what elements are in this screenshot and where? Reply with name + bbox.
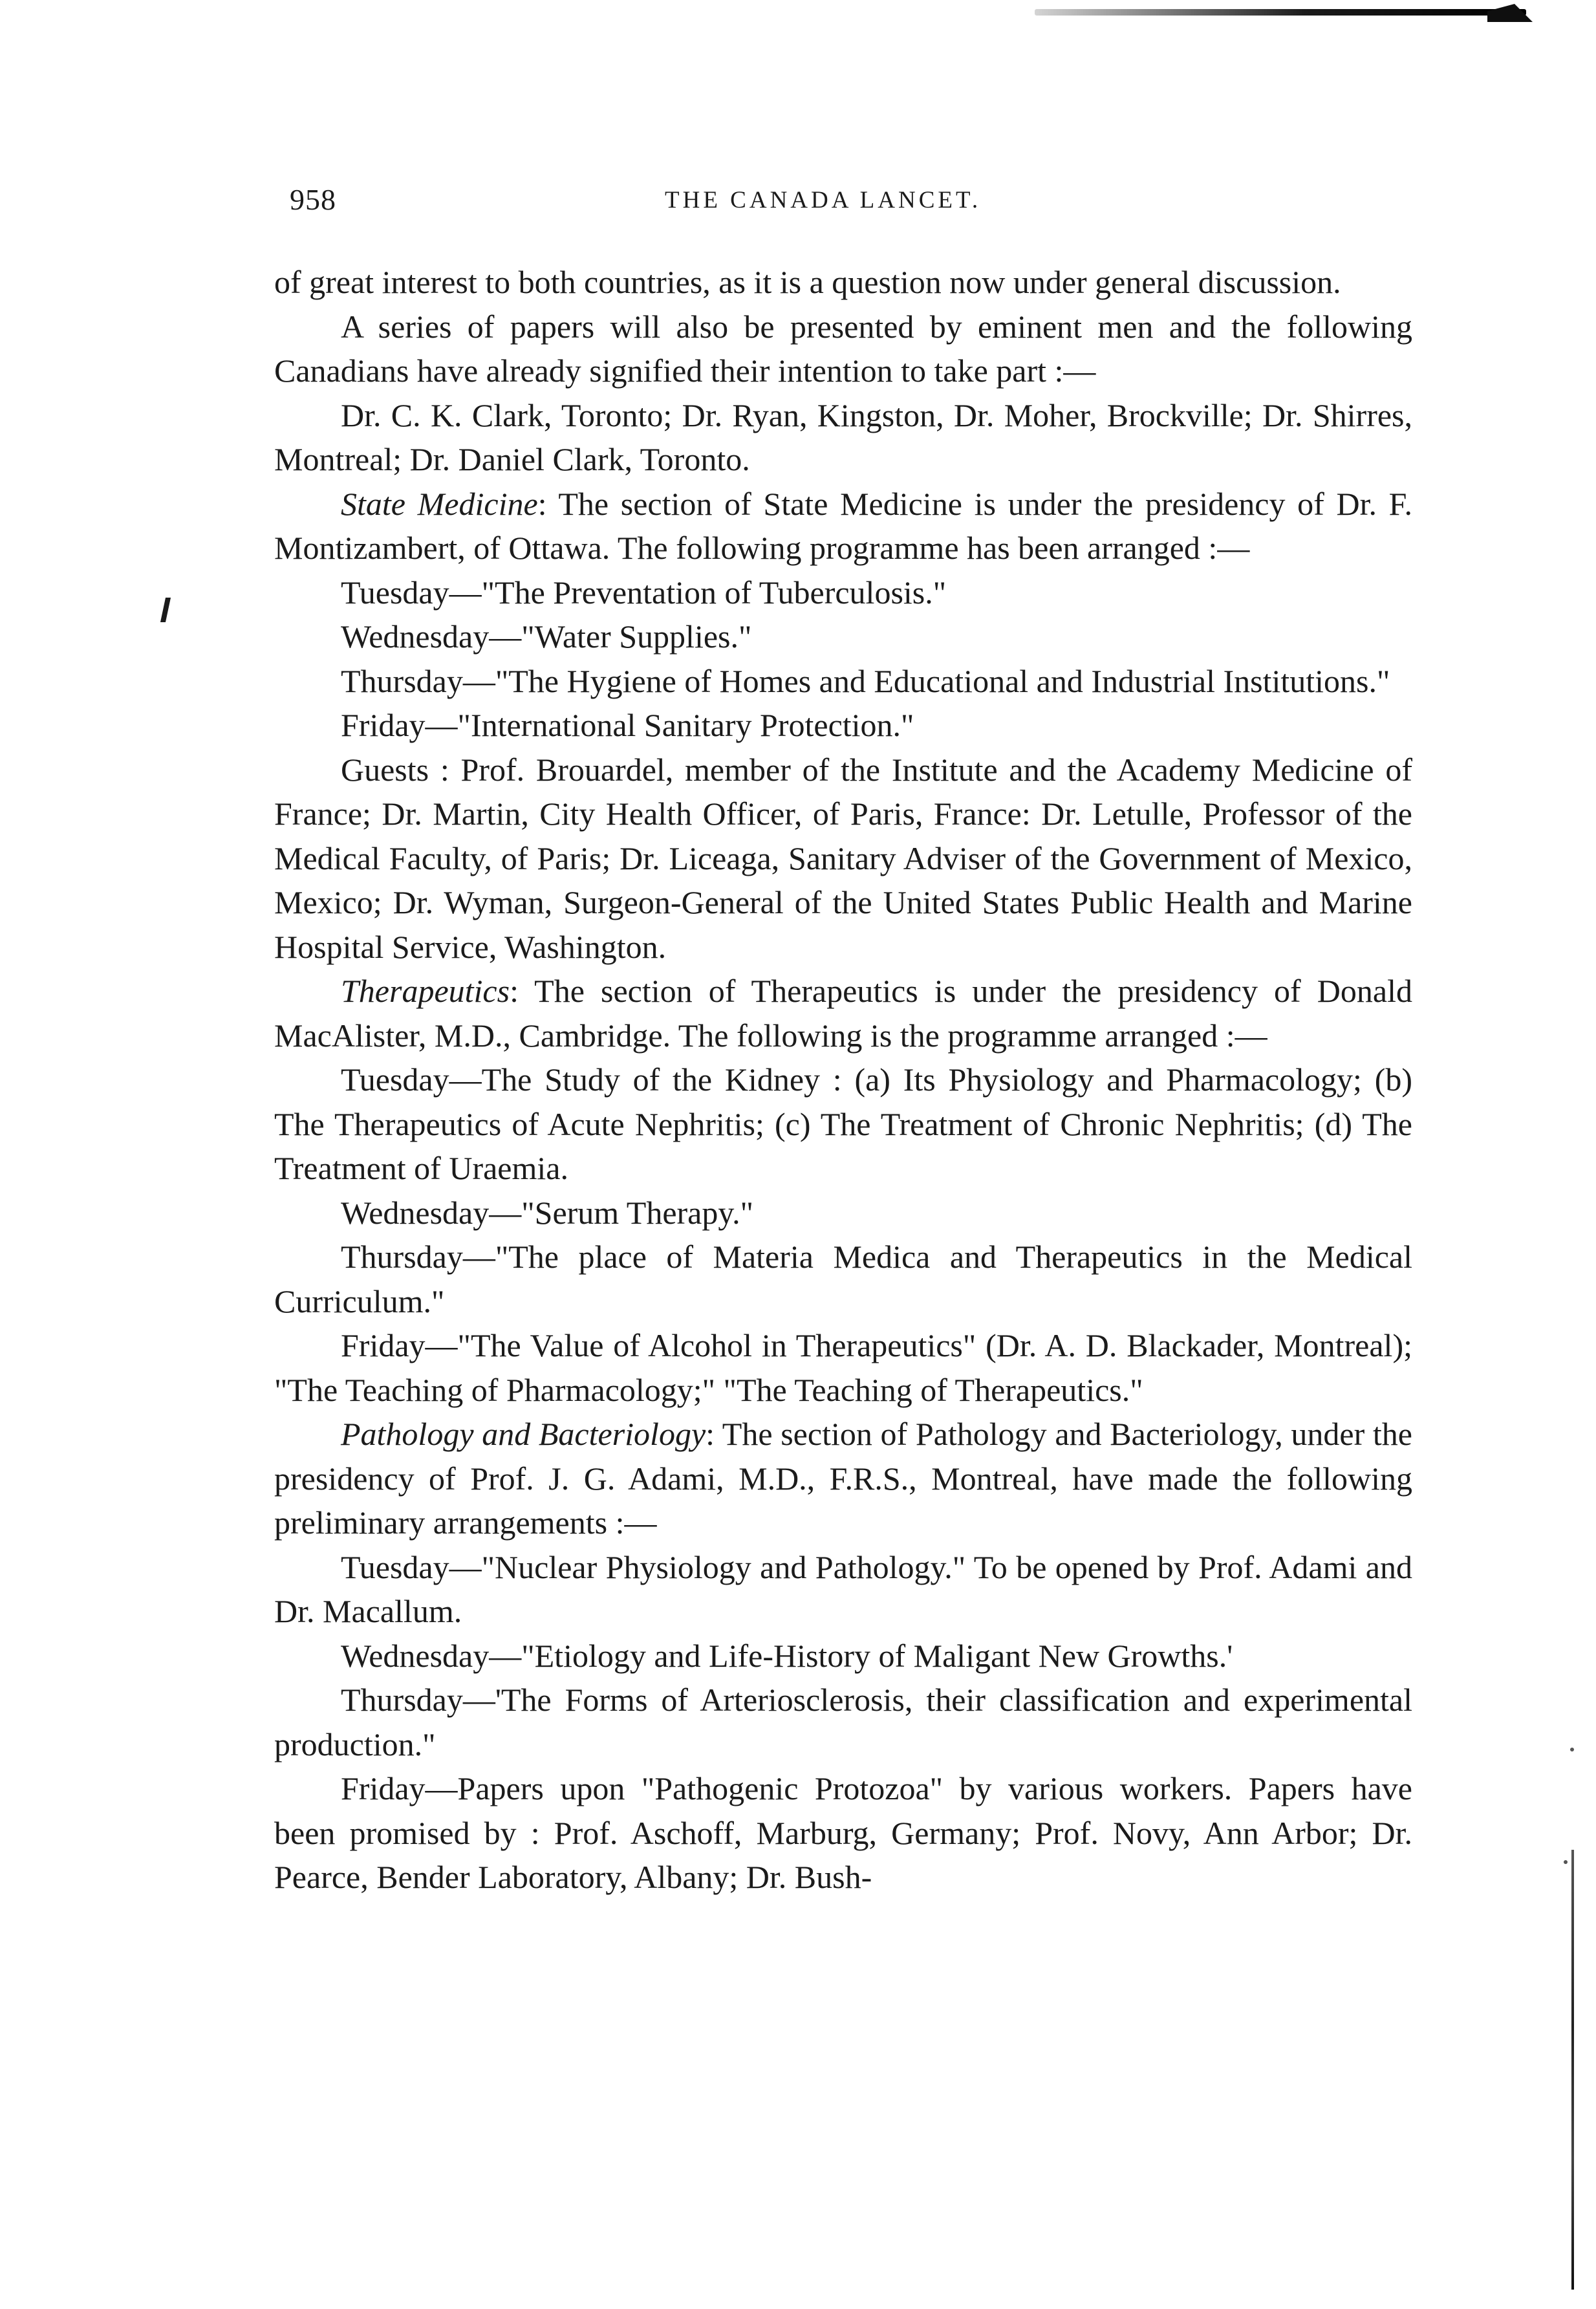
programme-wednesday-therapeutics: Wednesday—"Serum Therapy." bbox=[341, 1194, 754, 1231]
programme-friday-state-medicine: Friday—"International Sanitary Protection." bbox=[341, 707, 914, 743]
paragraph-canadian-participants: Dr. C. K. Clark, Toronto; Dr. Ryan, Kingston, Dr. Moher, Brockville; Dr. Shirres, Montreal; Dr. Daniel Clark, Toronto. bbox=[274, 396, 1412, 477]
page-header bbox=[290, 182, 1415, 228]
programme-tuesday-therapeutics: Tuesday—The Study of the Kidney : (a) Its Physiology and Pharmacology; (b) The Therapeutics of Acute Nephritis; (c) The Treatment of Chronic Nephritis; (d) The Treatment of Uraemia. bbox=[274, 1061, 1412, 1186]
margin-stray-mark bbox=[160, 598, 171, 622]
programme-tuesday-pathology: Tuesday—"Nuclear Physiology and Pathology." To be opened by Prof. Adami and Dr. Macallum. bbox=[274, 1548, 1412, 1629]
section-title-state-medicine: State Medicine bbox=[341, 485, 538, 522]
paragraph-pathology-bacteriology: Pathology and Bacteriology: The section of Pathology and Bacteriology, under the presidency of Prof. J. G. Adami, M.D., F.R.S., Montreal, have made the following preliminary arrangements :— bbox=[274, 1416, 1412, 1541]
programme-thursday-therapeutics: Thursday—"The place of Materia Medica and Therapeutics in the Medical Curriculum." bbox=[274, 1239, 1412, 1319]
article-body bbox=[274, 260, 1412, 1900]
section-title-pathology-bacteriology: Pathology and Bacteriology bbox=[341, 1416, 706, 1452]
paragraph-guests: Guests : Prof. Brouardel, member of the Institute and the Academy Medicine of France; Dr. Martin, City Health Officer, of Paris, France: Dr. Letulle, Professor of the Medical Faculty, of Paris; Dr. Liceaga, Sanitary Adviser of the Government of Mexico, Mexico; Dr. Wyman, Surgeon-General of the United States Public Health and Marine Hospital Service, Washington. bbox=[274, 751, 1412, 965]
page-number: 958 bbox=[290, 183, 336, 216]
programme-friday-therapeutics: Friday—"The Value of Alcohol in Therapeutics" (Dr. A. D. Blackader, Montreal); "The Teaching of Pharmacology;" "The Teaching of Therapeutics." bbox=[274, 1327, 1412, 1408]
programme-tuesday-state-medicine: Tuesday—"The Preventation of Tuberculosis." bbox=[341, 574, 947, 611]
programme-wednesday-state-medicine: Wednesday—"Water Supplies." bbox=[341, 618, 752, 655]
programme-thursday-pathology: Thursday—'The Forms of Arteriosclerosis, their classification and experimental production." bbox=[274, 1682, 1412, 1762]
page-edge-line bbox=[1571, 1850, 1574, 2290]
paragraph-state-medicine: State Medicine: The section of State Medicine is under the presidency of Dr. F. Montizambert, of Ottawa. The following programme has been arranged :— bbox=[274, 485, 1412, 566]
programme-thursday-state-medicine: Thursday—"The Hygiene of Homes and Educational and Industrial Institutions." bbox=[341, 662, 1390, 699]
paragraph-continuation: of great interest to both countries, as it is a question now under general discussion. bbox=[274, 264, 1341, 300]
section-title-therapeutics: Therapeutics bbox=[341, 973, 510, 1009]
top-edge-rule bbox=[1035, 9, 1526, 16]
paragraph-papers-intro: A series of papers will also be presented by eminent men and the following Canadians have already signified their intention to take part :— bbox=[274, 308, 1412, 389]
paragraph-therapeutics: Therapeutics: The section of Therapeutics is under the presidency of Donald MacAlister, M.D., Cambridge. The following is the programme arranged :— bbox=[274, 973, 1412, 1054]
margin-dot bbox=[1564, 1860, 1568, 1864]
programme-friday-pathology: Friday—Papers upon "Pathogenic Protozoa" by various workers. Papers have been promised by : Prof. Aschoff, Marburg, Germany; Prof. Novy, Ann Arbor; Dr. Pearce, Bender Laboratory, Albany; Dr. Bush- bbox=[274, 1770, 1412, 1895]
margin-dot bbox=[1570, 1748, 1574, 1751]
running-title: THE CANADA LANCET. bbox=[665, 187, 982, 213]
programme-wednesday-pathology: Wednesday—"Etiology and Life-History of Maligant New Growths.' bbox=[341, 1637, 1233, 1674]
